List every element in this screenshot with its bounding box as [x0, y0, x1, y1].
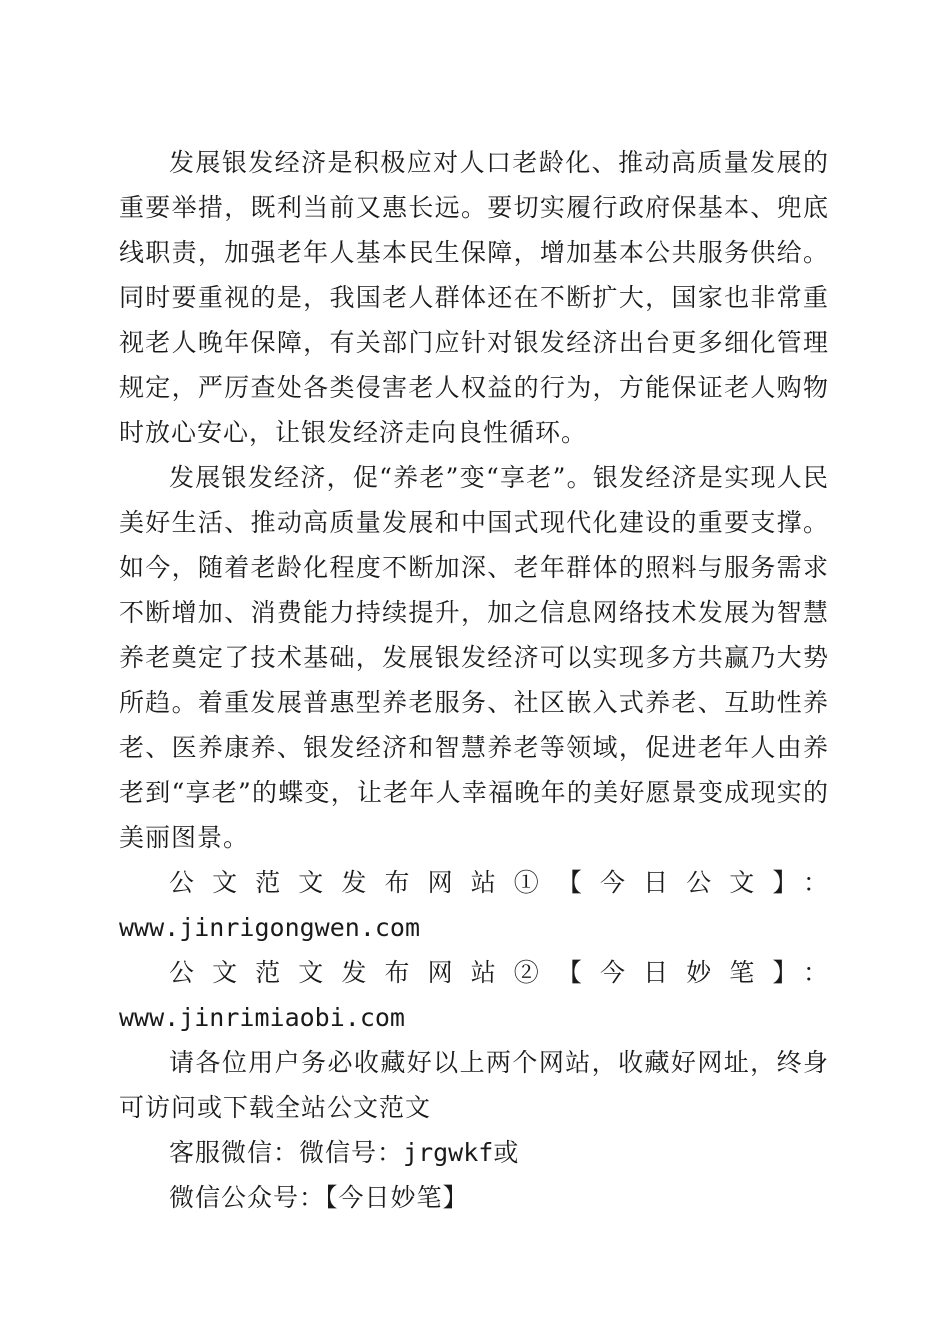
document-page — [119, 140, 829, 1220]
public-account-line: 微信公众号：【今日妙笔】 — [169, 1183, 469, 1212]
site2-line — [119, 950, 829, 1040]
service-wechat-line — [119, 1130, 829, 1175]
service-wechat-id: jrgwkf — [403, 1138, 494, 1167]
notice-text: 请各位用户务必收藏好以上两个网站，收藏好网址，终身可访问或下载全站公文范文 — [119, 1048, 829, 1122]
site1-url-line — [119, 905, 829, 950]
paragraph-1: 发展银发经济是积极应对人口老龄化、推动高质量发展的重要举措，既利当前又惠长远。要切实履行政府保基本、兜底线职责，加强老年人基本民生保障，增加基本公共服务供给。同时要重视的是，我国老人群体还在不断扩大，国家也非常重视老人晚年保障，有关部门应针对银发经济出台更多细化管理规定，严厉查处各类侵害老人权益的行为，方能保证老人购物时放心安心，让银发经济走向良性循环。 — [119, 148, 829, 447]
paragraph-2: 发展银发经济，促“养老”变“享老”。银发经济是实现人民美好生活、推动高质量发展和中国式现代化建设的重要支撑。如今，随着老龄化程度不断加深、老年群体的照料与服务需求不断增加、消费能力持续提升，加之信息网络技术发展为智慧养老奠定了技术基础，发展银发经济可以实现多方共赢乃大势所趋。着重发展普惠型养老服务、社区嵌入式养老、互助性养老、医养康养、银发经济和智慧养老等领域，促进老年人由养老到“享老”的蝶变，让老年人幸福晚年的美好愿景变成现实的美丽图景。 — [119, 463, 829, 852]
site1-label: 公文范文发布网站①【今日公文】： — [169, 868, 829, 897]
site2-label: 公文范文发布网站②【今日妙笔】： — [169, 958, 829, 987]
site1-line — [119, 860, 829, 905]
site1-url-link[interactable]: www.jinrigongwen.com — [119, 913, 421, 942]
site2-url-link[interactable]: www.jinrimiaobi.com — [119, 1003, 405, 1032]
service-wechat-suffix: 或 — [493, 1138, 520, 1167]
service-wechat-label: 客服微信：微信号： — [169, 1138, 404, 1167]
